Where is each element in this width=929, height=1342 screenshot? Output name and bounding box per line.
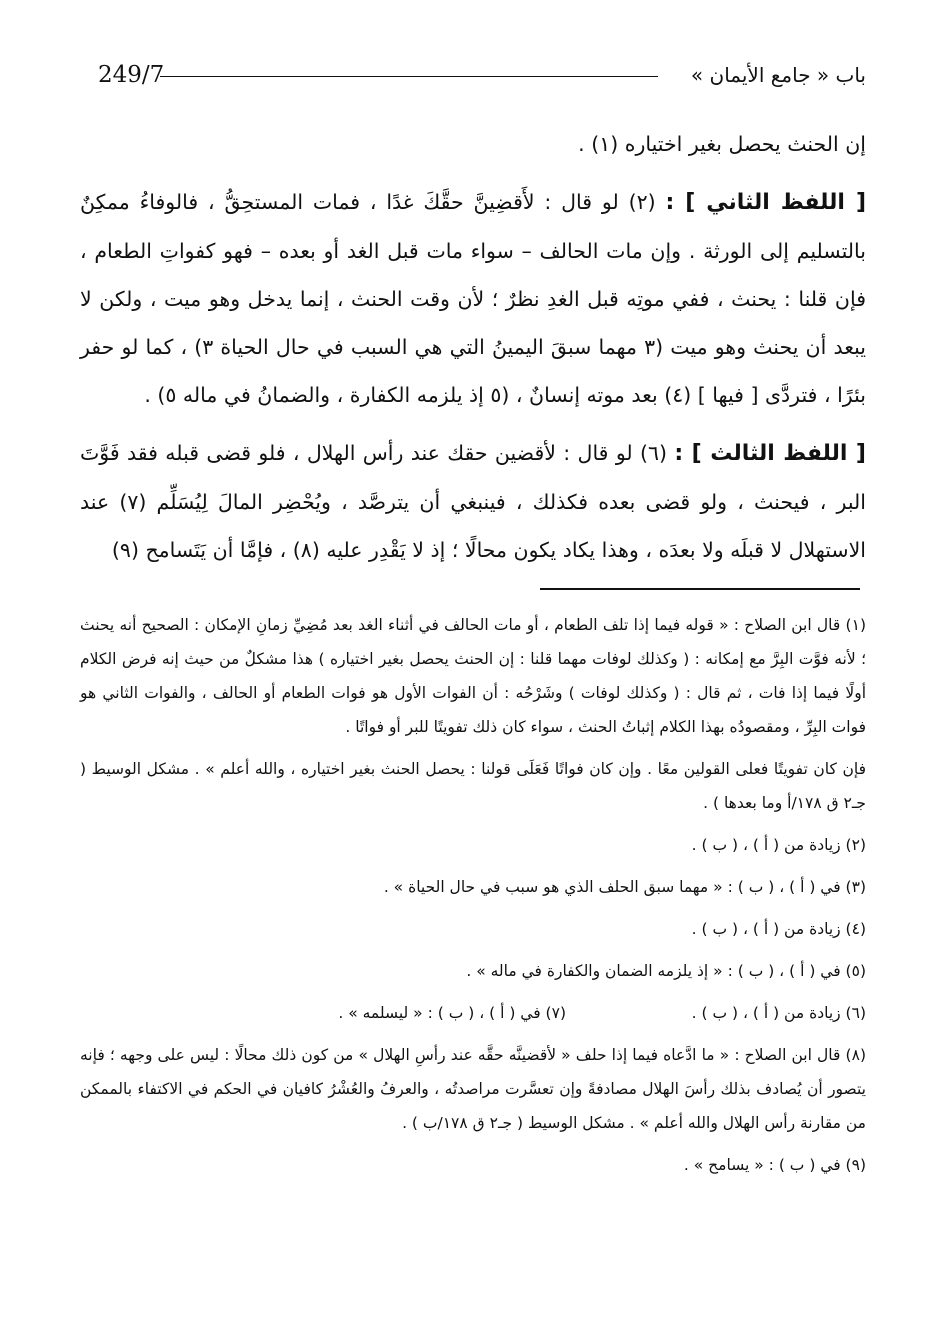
section-heading-third: [ اللفظ الثالث ] : <box>674 441 866 466</box>
footnote-9: (٩) في ( ب ) : « يسامح » . <box>683 1156 866 1174</box>
intro-line: إن الحنث يحصل بغير اختياره (١) . <box>578 132 866 156</box>
footnote-7: (٧) في ( أ ) ، ( ب ) : « ليسلمه » . <box>338 1004 566 1022</box>
footnote-2: (٢) زيادة من ( أ ) ، ( ب ) . <box>691 836 866 854</box>
footnote-3: (٣) في ( أ ) ، ( ب ) : « مهما سبق الحلف الذي هو سبب في حال الحياة » . <box>383 878 866 896</box>
footnote-row-6-7 <box>80 996 866 1030</box>
paragraph-second-text: (٢) لو قال : لأَقضِينَّ حقَّكَ غدًا ، فمات المستحِقُّ ، فالوفاءُ ممكِنٌ بالتسليم إلى الورثة . وإن مات الحالف – سواء مات قبل الغد أو بعده – فهو كفواتِ الطعام ، فإن قلنا : يحنث ، ففي موتِه قبل الغدِ نظرٌ ؛ لأن وقت الحنث ، إنما يدخل وهو ميت ، ولكن لا يبعد أن يحنث وهو ميت (٣ مهما سبقَ اليمينُ التي هي السبب في حال الحياة ٣) ، كما لو حفر بئرًا ، فتردَّى [ فيها ] (٤) بعد موته إنسانٌ ، (٥ إذ يلزمه الكفارة ، والضمانُ في ماله ٥) . <box>80 190 866 407</box>
paragraph-second-wording <box>80 178 866 419</box>
footnote-4: (٤) زيادة من ( أ ) ، ( ب ) . <box>691 920 866 938</box>
page-number: 249/7 <box>98 62 165 88</box>
footnote-1: (١) قال ابن الصلاح : « قوله فيما إذا تلف الطعام ، أو مات الحالف في أثناء الغد بعد مُضِيِّ زمانِ الإمكان : الصحيح أنه يحنث ؛ لأنه فوَّت البِرَّ مع إمكانه : ( وكذلك لوفات مهما قلنا : إن الحنث يحصل بغير اختياره ) هذا مشكلٌ من حيث إنه فرض الكلام أولًا فيما إذا فات ، ثم قال : ( وكذلك لوفات ) وشَرْحُه : أن الفوات الأول هو فوات الطعام أو الحالف ، والفوات الثاني هو فوات البِرِّ ، ومقصودُه بهذا الكلام إثباتُ الحنث ، سواء كان ذلك تفويتًا للبر أو فواتًا . <box>80 616 866 736</box>
main-text <box>80 120 866 574</box>
section-heading-second: [ اللفظ الثاني ] : <box>665 190 866 215</box>
header-rule <box>160 76 658 77</box>
footnotes <box>80 608 866 1182</box>
footnote-6: (٦) زيادة من ( أ ) ، ( ب ) . <box>691 1004 866 1022</box>
paragraph-third-wording <box>80 429 866 574</box>
footnote-1-continued: فإن كان تفويتًا فعلى القولين معًا . وإن كان فواتًا فَعَلَى قولنا : يحصل الحنث بغير اختياره ، والله أعلم » . مشكل الوسيط ( جـ٢ ق ١٧٨/أ وما بعدها ) . <box>80 760 866 812</box>
footnote-5: (٥) في ( أ ) ، ( ب ) : « إذ يلزمه الضمان والكفارة في ماله » . <box>466 962 866 980</box>
paragraph-third-text: (٦) لو قال : لأقضين حقك عند رأس الهلال ، فلو قضى قبله فقد فَوَّتَ البر ، فيحنث ، ولو قضى بعده فكذلك ، فينبغي أن يترصَّد ، ويُحْضِر المالَ لِيُسَلِّم (٧) عند الاستهلال لا قبلَه ولا بعدَه ، وهذا يكاد يكون محالًا ؛ إذ لا يَقْدِر عليه (٨) ، فإمَّا أن يَتَسامح (٩) <box>80 441 866 562</box>
footnote-separator <box>540 588 860 590</box>
chapter-title: باب « جامع الأيمان » <box>690 63 866 87</box>
page-header <box>98 60 866 96</box>
footnote-8: (٨) قال ابن الصلاح : « ما ادَّعاه فيما إذا حلف « لأقضينَّه حقَّه عند رأسِ الهلال » من كون ذلك محالًا : ليس على وجهه ؛ فإنه يتصور أن يُصادف بذلك رأسَ الهلال مصادفةً وإن تعسَّرت مراصدتُه ، والعرفُ والعُشْرُ كافيان في الحكم في الاكتفاء بالممكن من مقارنة رأس الهلال والله أعلم » . مشكل الوسيط ( جـ٢ ق ١٧٨/ب ) . <box>80 1046 866 1132</box>
